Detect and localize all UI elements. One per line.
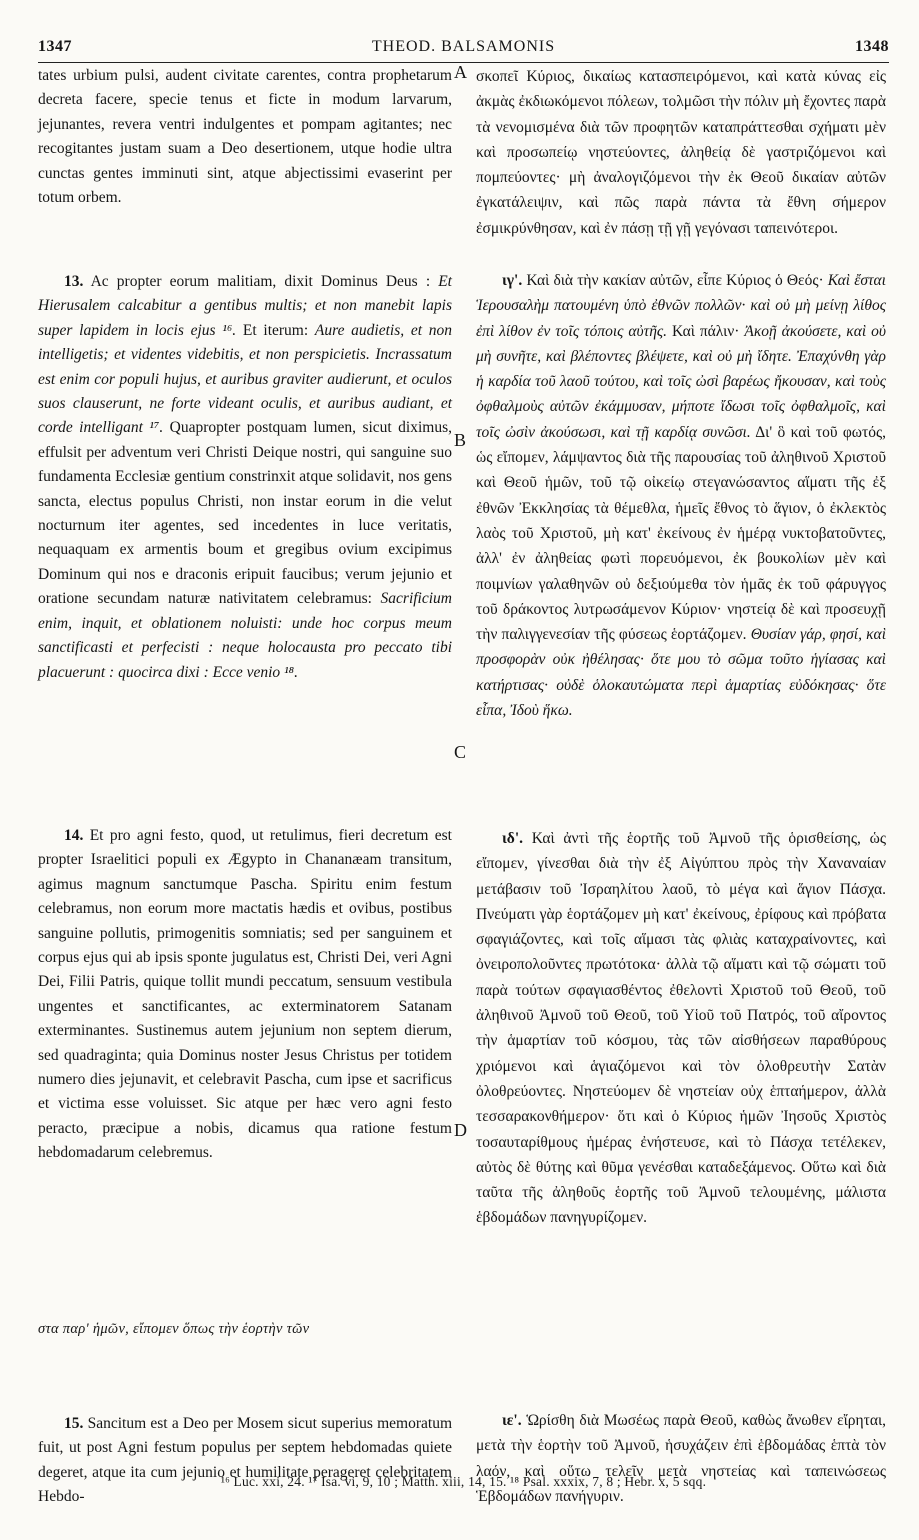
greek-paragraph-15	[476, 1408, 886, 1509]
greek-paragraph-14	[476, 826, 886, 1231]
latin-13-text-c: Quapropter postquam lumen, sicut diximus, effulsit per adventum veri Christi Deique nostri, qui sanguine suo fundamenta Ecclesiæ gentium constrinxit atque solidavit, nos gens sancta, electus populus Christi, non instar eorum in die velut nocturnum iter agentes, sed incedentes in luce veritatis, nequaquam ex armentis boum et gregibus ovium excipimus Dominum qui nos e draconis eripuit faucibus; verum jejunio et oratione secundam naturæ nativitatem celebramus:	[38, 419, 452, 608]
latin-13-text-b: Et iterum:	[236, 321, 315, 339]
latin-paragraph-15-number: 15.	[64, 1415, 84, 1432]
greek-13-quote-1: Καὶ ἔσται Ἱερουσαλὴμ πατουμένη ὑπὸ ἐθνῶν πολλῶν· καὶ οὐ μὴ μείνῃ λίθος ἐπὶ λίθον ἐν τοῖς τόποις αὐτῆς.	[476, 272, 886, 340]
greek-intro-paragraph: σκοπεῖ Κύριος, δικαίως κατασπειρόμενοι, καὶ κατὰ κύνας εἰς ἀκμὰς ἐκδιωκόμενοι πόλεων, τολμῶσι τὴν πόλιν μὴ ἔχοντες παρὰ τὰ νενομισμένα διὰ τῶν προφητῶν καταπράττεσθαι σχήματι μὲν καὶ προσωπείῳ νηστεύοντες, ἀληθείᾳ δὲ γαστριζόμενοι καὶ πομπεύοντες· μὴ ἀναλογιζόμενοι τὴν ἐκ Θεοῦ δικαίαν αὐτῶν ἐγκατάλειψιν, καὶ πῶς παρὰ πάντα τὰ ἔθνη σήμερον ἐσμικρύνθησαν, καὶ ἐν πάσῃ τῇ γῇ γεγόνασι ταπεινότεροι.	[476, 68, 886, 237]
running-title: THEOD. BALSAMONIS	[371, 38, 556, 55]
page-number-left: 1347	[38, 38, 72, 55]
latin-14-text: Et pro agni festo, quod, ut retulimus, fieri decretum est propter Israelitici populi ex Ægypto in Chananæam transitum, agimus magnum sanctumque Pascha. Spiritu enim festum celebramus, non eorum more mactatis hædis et ovibus, postibus sanguine pollutis, primogenitis somniatis; sed per sanguinem et corpus ejus qui ab ipsis sponte jugulatus est, Christi Dei, veri Agni Dei, Filii Patris, quique tollit mundi peccatum, sensuum vestibula ungentes et sanctificantes, ac exterminatorem Satanam exterminantes. Sustinemus autem jejunium non septem dierum, sed quadraginta; quia Dominus noster Jesus Christus per totidem numero dies jejunavit, et celebravit Pascha, cum ipse et sacrificus et victima esse voluisset. Sic atque per hæc vero agni festo peracto, præcipue a nobis, dicamus qua ratione festum hebdomadarum celebremus.	[38, 827, 452, 1162]
misplaced-greek-line: στα παρ' ἡμῶν, εἴπομεν ὅπως τὴν ἑορτὴν τῶν	[38, 1321, 310, 1337]
greek-paragraph-15-number: ιε'.	[502, 1412, 522, 1429]
latin-15-text: Sancitum est a Deo per Mosem sicut superius memoratum fuit, ut post Agni festum populus per septem hebdomadas quiete degeret, atque ita cum jejunio et humilitate perageret celebritatem Hebdo-	[38, 1415, 452, 1506]
greek-13-quote-2: Ἀκοῇ ἀκούσετε, καὶ οὐ μὴ συνῆτε, καὶ βλέποντες βλέψετε, καὶ οὐ μὴ ἴδητε. Ἐπαχύνθη γὰρ ἡ καρδία τοῦ λαοῦ τούτου, καὶ τοῖς ὠσὶ βαρέως ἤκουσαν, καὶ τοὺς ὀφθαλμοὺς αὐτῶν ἐκάμμυσαν, μήποτε ἴδωσι τοῖς ὀφθαλμοῖς, καὶ τοῖς ὠσὶν ἀκούσωσι, καὶ τῇ καρδίᾳ συνῶσι.	[476, 322, 886, 441]
greek-13-text-c: Δι' ὃ καὶ τοῦ φωτός, ὡς εἴπομεν, λάμψαντος διὰ τῆς παρουσίας τοῦ ἀληθινοῦ Χριστοῦ καὶ Θεοῦ ἡμῶν, τοῦ τῷ οἰκείῳ στεγανώσαντος αἵματι τῆς ἐξ ἐθνῶν Ἐκκλησίας τὰ θέμεθλα, ἡμεῖς ἔθνος τὸ ἅγιον, ὁ ἐκλεκτὸς λαὸς τοῦ Χριστοῦ, μὴ κατ' ἐκείνους ἐν ἡμέρᾳ νυκτοβατοῦντες, ἀλλ' ἐν ἀληθείας φωτὶ πορευόμενοι, ἐκ βουκολίων μὲν καὶ ποιμνίων γαλαθηνῶν οὐ δεξιούμεθα τὸν ἡμᾶς ἐκ τοῦ φάρυγγος τοῦ δράκοντος λυτρωσάμενον Κύριον· νηστείᾳ δὲ καὶ προσευχῇ τὴν παλιγγενεσίαν τῆς φύσεως ἑορτάζομεν.	[476, 423, 886, 644]
greek-paragraph-13	[476, 268, 886, 723]
latin-13-quote-2: Aure audietis, et non intelligetis; et videntes videbitis, et non perspicietis. Incrassatum est enim cor populi hujus, et auribus graviter audierunt, et oculos suos clauserunt, ne forte videant oculis, et auribus audiant, et corde intelligant ¹⁷.	[38, 321, 452, 437]
greek-13-quote-3: Θυσίαν γάρ, φησί, καὶ προσφορὰν οὐκ ἠθέλησας· ὅτε μου τὸ σῶμα τοῦτο ἡγίασας καὶ κατήρτισας· οὐδὲ ὁλοκαυτώματα περὶ ἁμαρτίας εὐδόκησας· ὅτε εἶπα, Ἰδοὺ ἥκω.	[476, 626, 886, 720]
footnotes: ¹⁶ Luc. xxi, 24. ¹⁷ Isa. vi, 9, 10 ; Matth. xiii, 14, 15. ¹⁸ Psal. xxxix, 7, 8 ; Hebr. x, 5 sqq.	[220, 1474, 707, 1489]
greek-paragraph-14-number: ιδ'.	[502, 830, 524, 847]
latin-13-text-a: Ac propter eorum malitiam, dixit Dominus Deus :	[83, 273, 439, 290]
latin-paragraph-14-number: 14.	[64, 827, 84, 844]
latin-paragraph-13-number: 13.	[64, 273, 84, 290]
greek-13-text-a: Καὶ διὰ τὴν κακίαν αὐτῶν, εἶπε Κύριος ὁ Θεός·	[522, 272, 828, 289]
latin-paragraph-14	[38, 824, 452, 1166]
margin-letter-d: D	[454, 1120, 467, 1140]
latin-paragraph-15	[38, 1412, 452, 1510]
latin-paragraph-13	[38, 270, 452, 685]
page-header	[38, 38, 889, 63]
greek-paragraph-13-number: ιγ'.	[502, 272, 523, 289]
greek-14-text: Καὶ ἀντὶ τῆς ἑορτῆς τοῦ Ἀμνοῦ τῆς ὁρισθείσης, ὡς εἴπομεν, γίνεσθαι διὰ τὴν ἐξ Αἰγύπτου πρὸς τὴν Χαναναίαν μετάβασιν τοῦ Ἰσραηλίτου λαοῦ, τὸ μέγα καὶ ἅγιον Πάσχα. Πνεύματι γὰρ ἑορτάζομεν μὴ κατ' ἐκείνους, ἐρίφους καὶ πρόβατα σφαγιάζοντες, καὶ τοῖς αἵμασι τὰς φλιὰς καταχραίνοντες, καὶ ὀνειροπολοῦντες πρωτότοκα· ἀλλὰ τῷ αἵματι καὶ τῷ σώματι τοῦ παρὰ τούτων σφαγιασθέντος ἐθελοντὶ Χριστοῦ τοῦ Θεοῦ, τοῦ ἀληθινοῦ Ἀμνοῦ τοῦ Θεοῦ, τοῦ Υἱοῦ τοῦ Πατρός, τοῦ αἴροντος τὴν ἁμαρτίαν τοῦ κόσμου, τὰς τῶν αἰσθήσεων παραθύρους χριόμενοι καὶ ἁγιαζόμενοι καὶ τὸν ὀλοθρευτὴν Σατὰν ὀλοθρεύοντες. Νηστεύομεν δὲ νηστείαν οὐχ ἑπταήμερον, ἀλλὰ τεσσαρακονθήμερον· ὅτι καὶ ὁ Κύριος ἡμῶν Ἰησοῦς Χριστὸς τοσαυταρίθμους ἡμέρας ἐνήστευσε, καὶ τὸ Πάσχα τετέλεκεν, αὐτὸς δὲ θύτης καὶ θῦμα γενέσθαι καταδεξάμενος. Οὕτω καὶ διὰ ταῦτα τῆς ἀληθοῦς ἑορτῆς τοῦ Ἀμνοῦ τελουμένης, μάλιστα ἑβδομάδων πανηγυρίζομεν.	[476, 830, 886, 1227]
greek-15-text: Ὡρίσθη διὰ Μωσέως παρὰ Θεοῦ, καθὼς ἄνωθεν εἴρηται, μετὰ τὴν ἑορτὴν τοῦ Ἀμνοῦ, ἡσυχάζειν ἐπὶ ἑβδομάδας ἑπτὰ τὸν λαόν, καὶ οὕτω τελεῖν μετὰ νηστείας καὶ ταπεινώσεως Ἑβδομάδων πανήγυριν.	[476, 1412, 886, 1505]
margin-letter-c: C	[454, 742, 467, 762]
margin-letter-a: A	[454, 62, 467, 82]
greek-13-text-b: Καὶ πάλιν·	[667, 322, 745, 340]
latin-intro-paragraph: tates urbium pulsi, audent civitate carentes, contra prophetarum decreta facere, specie tenus et ficte in modum larvarum, jejunantes, revera ventri indulgentes et pompam agitantes; nec recogitantes justam suam a Deo desertionem, utque hodie ultra cunctas gentes imminuti sint, atque abjectissimi evaserint per totum orbem.	[38, 67, 452, 207]
latin-13-quote-3: Sacrificium enim, inquit, et oblationem noluisti: unde hoc corpus meum sanctificasti et perfecisti : neque holocausta pro peccato tibi placuerunt : quocirca dixi : Ecce venio ¹⁸.	[38, 590, 452, 681]
latin-13-quote-1: Et Hierusalem calcabitur a gentibus multis; et non manebit lapis super lapidem in locis ejus ¹⁶.	[38, 273, 452, 339]
page-number-right: 1348	[855, 38, 889, 55]
margin-letter-b: B	[454, 430, 467, 450]
